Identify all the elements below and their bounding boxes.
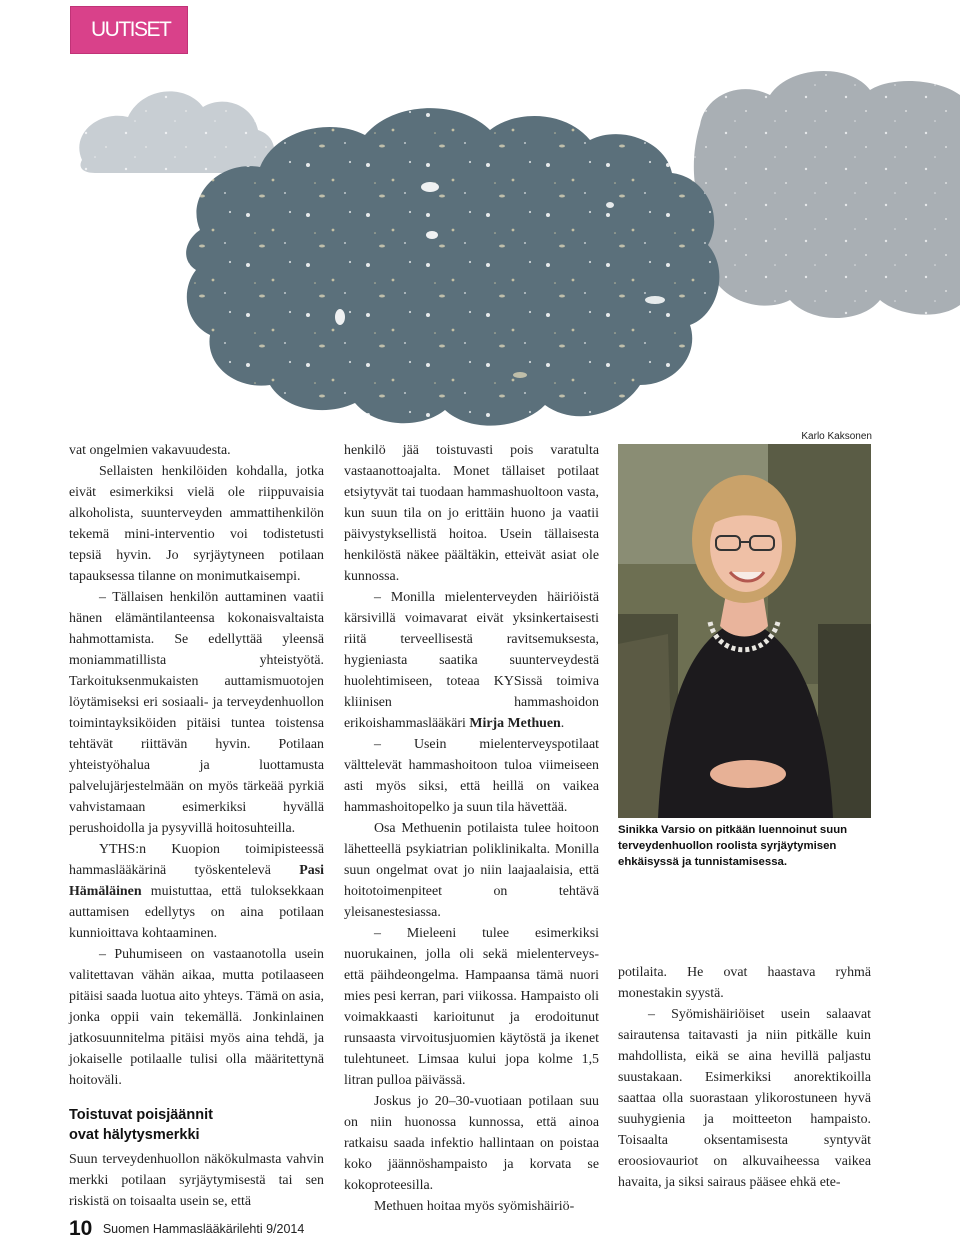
paragraph-text: – Monilla mielenterveyden häiriöistä kärsivillä voimavarat eivät yksinkertaisesti riitä terveellisestä ravitsemuksesta, hygieniasta saatika suunterveydestä huolehtimiseen, toteaa KYSissä toimiva kliinisen hammashoidon erikoishammaslääkäri: [344, 590, 599, 731]
paragraph: – Puhumiseen on vastaanotolla usein valitettavan vähän aikaa, mutta potilaaseen pitäisi saada luotua aito yhteys. Tämä on asia, jonka oppii vain tekemällä. Jonkinlainen jatkosuunnitelma pitäisi myös aina tehdä, ja jokaiselle potilaalle tulisi olla määritettynä hoitoväli.: [69, 947, 324, 1088]
paragraph: vat ongelmien vakavuudesta.: [69, 443, 231, 458]
photo-credit: Karlo Kaksonen: [801, 431, 872, 442]
subheading-line: ovat hälytysmerkki: [69, 1127, 200, 1143]
section-tag: [70, 6, 188, 54]
portrait-photo: [618, 444, 871, 818]
paragraph-text: muistuttaa, että tuloksekkaan auttamisen edellytys on aina potilaan kunnioittava kohtaaminen.: [69, 884, 324, 941]
paragraph: Sellaisten henkilöiden kohdalla, jotka eivät esimerkiksi vielä ole riippuvaisia alkoholista, suunterveyden ammattihenkilön tekemä mini-interventio voi todistetusti tepsiä hyvin. Jo syrjäytyneen potilaan tapauksessa tilanne on monimutkaisempi.: [69, 464, 324, 584]
paragraph: [69, 839, 324, 944]
paragraph: Osa Methuenin potilaista tulee hoitoon lähetteellä psykiatrian poliklinikalta. Monilla suun ongelmat ovat jo niin laajaalaisia, että hoitotoimenpiteet on tehtävä yleisanestesiassa.: [344, 821, 599, 920]
small-cloud: [79, 91, 274, 173]
subheading-line: Toistuvat poisjäännit: [69, 1107, 213, 1123]
article-column-3: [618, 962, 871, 1193]
paragraph: [344, 587, 599, 734]
paragraph: potilaita. He ovat haastava ryhmä monestakin syystä.: [618, 965, 871, 1001]
page-footer: [69, 1217, 304, 1241]
subheading: [69, 1105, 324, 1145]
section-tag-label: UUTISET: [91, 18, 171, 41]
paragraph: – Mieleeni tulee esimerkiksi nuorukainen, jolla oli sekä mielenterveys- että päihdeongelma. Hampaansa tämä nuori mies pesi kerran, pari viikossa. Hampaisto oli voimakkaasti karioitunut ja erodoitunut runsaasta virvoitusjuomien käytöstä ja ikenet tulehtuneet. Limsaa kului jopa kolme 1,5 litran pulloa päivässä.: [344, 926, 599, 1088]
paragraph: – Syömishäiriöiset usein salaavat sairautensa taitavasti ja niin pitkälle kuin mahdollista, eikä se aina hevillä paljastu suustakaan. Esimerkiksi anorektikoilla saattaa olla suorastaan ylikorostuneen hyvä suuhygienia ja moitteeton hampaisto. Toisaalta oksentamisesta syntyvät eroosiovauriot on alkuvaiheessa vaikea havaita, ja siksi sairaus pääsee ehkä ete-: [618, 1007, 871, 1190]
paragraph: henkilö jää toistuvasti pois varatulta vastaanottoajalta. Monet tällaiset potilaat etsiytyvät tai tuodaan hammashuoltoon vasta, kun suun tila on jo erittäin huono ja vaatii päivystyksellistä hoitoa. Usein tällaisesta henkilöstä näkee päältäkin, etteivät asiat ole kunnossa.: [344, 443, 599, 584]
person-name: Mirja Methuen: [469, 716, 561, 731]
paragraph: Methuen hoitaa myös syömishäiriö-: [374, 1199, 575, 1214]
paragraph: Joskus jo 20–30-vuotiaan potilaan suu on niin huonossa kunnossa, että ainoa ratkaisu saada infektio hallintaan on poistaa koko jäännöshampaisto ja korvata se kokoproteesilla.: [344, 1094, 599, 1193]
article-column-2: [344, 440, 599, 1217]
paragraph-text: YTHS:n Kuopion toimipisteessä hammaslääkärinä työskentelevä: [69, 842, 324, 878]
publication-name: Suomen Hammaslääkärilehti 9/2014: [102, 1222, 305, 1236]
photo-caption: Sinikka Varsio on pitkään luennoinut suun terveydenhuollon roolista syrjäytymisen ehkäisyssä ja tunnistamisessa.: [618, 824, 848, 868]
article-column-1: [69, 440, 324, 1212]
page-number: 10: [69, 1217, 93, 1240]
person-name: Pasi Hämäläinen: [69, 863, 324, 899]
cloud-illustration: [0, 55, 960, 435]
paragraph: – Tällaisen henkilön auttaminen vaatii hänen elämäntilanteensa kokonaisvaltaista hahmottamista. Se edellyttää yleensä moniammatillista yhteistyötä. Tarkoituksenmukaisten auttamismuotojen löytämiseksi eri sosiaali- ja terveydenhuollon toimintayksiköiden pitäisi tuntea toistensa tehtävät riittävän hyvin. Potilaan yhteistyöhalua ja luottamusta palvelujärjestelmään on myös tärkeää pyrkiä vahvistamaan esimerkiksi hyvällä perushoidolla ja pysyvillä hoitosuhteilla.: [69, 590, 324, 836]
paragraph: Suun terveydenhuollon näkökulmasta vahvin merkki potilaan syrjäytymisestä tai sen riskistä on toisaalta usein se, että: [69, 1152, 324, 1209]
paragraph: – Usein mielenterveyspotilaat välttelevät hammashoitoon tuloa viimeiseen asti myös siksi, että heillä on vaikea hammashoitopelko ja suun tila hävettää.: [344, 737, 599, 815]
paragraph-text: .: [560, 716, 565, 731]
gray-cloud: [694, 71, 960, 318]
